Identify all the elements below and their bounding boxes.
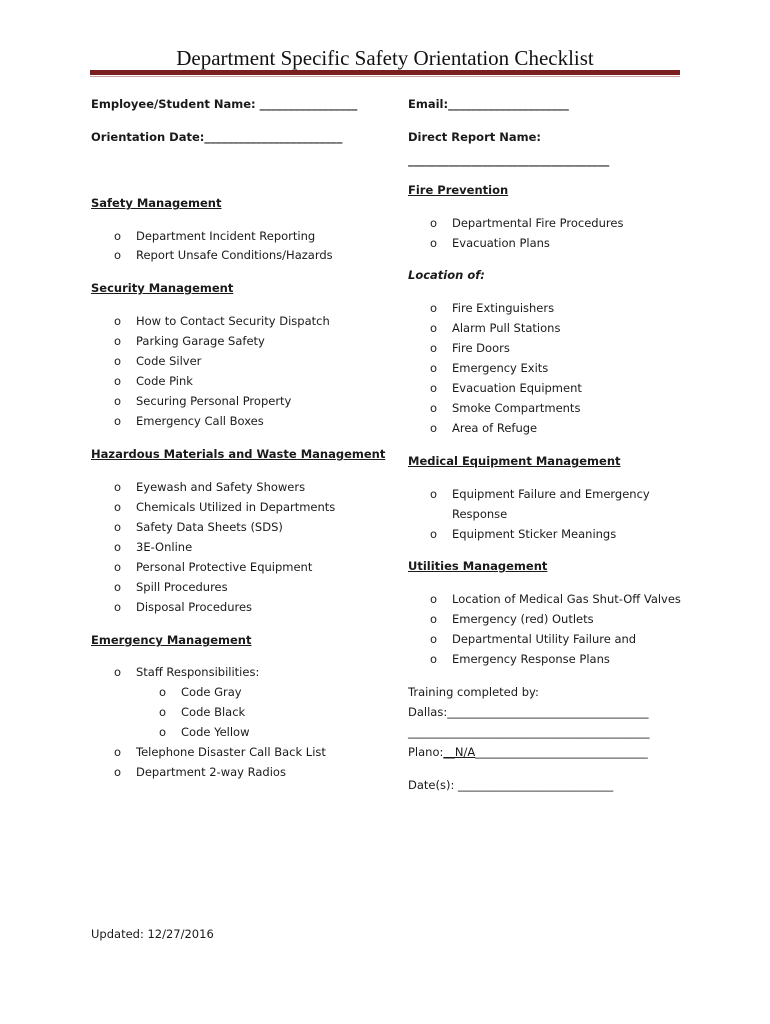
bullet-icon: o (114, 600, 122, 614)
bullet-icon: o (114, 374, 122, 388)
bullet-icon: o (114, 229, 122, 243)
employee-name-field[interactable]: Employee/Student Name: _________________ (91, 97, 358, 111)
bullet-icon: o (430, 321, 438, 335)
bullet-icon: o (430, 301, 438, 315)
bullet-icon: o (114, 334, 122, 348)
bullet-icon: o (430, 236, 438, 250)
bullet-icon: o (159, 705, 167, 719)
title-rule-shadow (90, 76, 680, 77)
bullet-icon: o (430, 381, 438, 395)
updated-footer: Updated: 12/27/2016 (91, 927, 214, 941)
fire-prevention-heading: Fire Prevention (408, 183, 509, 197)
bullet-icon: o (114, 765, 122, 779)
location-of-heading: Location of: (408, 268, 485, 282)
page-title: Department Specific Safety Orientation Checklist (176, 46, 594, 70)
bullet-icon: o (430, 341, 438, 355)
security-management-heading: Security Management (91, 281, 234, 295)
bullet-icon: o (114, 354, 122, 368)
bullet-icon: o (114, 480, 122, 494)
bullet-icon: o (114, 248, 122, 262)
bullet-icon: o (430, 632, 438, 646)
emergency-management-heading: Emergency Management (91, 633, 252, 647)
bullet-icon: o (430, 612, 438, 626)
bullet-icon: o (114, 520, 122, 534)
dates-field[interactable]: Date(s): ___________________________ (408, 778, 614, 792)
plano-value: __N/A (443, 745, 476, 759)
bullet-icon: o (159, 685, 167, 699)
direct-report-field[interactable]: ___________________________________ (408, 153, 610, 167)
dallas-field-line2[interactable]: __________________________________________ (408, 725, 650, 739)
email-field[interactable]: Email:_____________________ (408, 97, 569, 111)
bullet-icon: o (114, 580, 122, 594)
bullet-icon: o (114, 500, 122, 514)
bullet-icon: o (430, 361, 438, 375)
list-item-continuation: Response (452, 507, 508, 521)
bullet-icon: o (430, 401, 438, 415)
orientation-date-field[interactable]: Orientation Date:________________________ (91, 130, 343, 144)
plano-field[interactable] (408, 745, 648, 759)
bullet-icon: o (114, 665, 122, 679)
bullet-icon: o (430, 487, 438, 501)
bullet-icon: o (114, 745, 122, 759)
bullet-icon: o (430, 652, 438, 666)
medical-equipment-heading: Medical Equipment Management (408, 454, 621, 468)
hazmat-management-heading: Hazardous Materials and Waste Management (91, 447, 386, 461)
bullet-icon: o (114, 314, 122, 328)
bullet-icon: o (159, 725, 167, 739)
bullet-icon: o (430, 592, 438, 606)
bullet-icon: o (430, 216, 438, 230)
dallas-field[interactable]: Dallas:___________________________________ (408, 705, 649, 719)
bullet-icon: o (114, 394, 122, 408)
bullet-icon: o (430, 421, 438, 435)
bullet-icon: o (114, 414, 122, 428)
safety-management-heading: Safety Management (91, 196, 222, 210)
plano-line: ______________________________ (475, 745, 648, 759)
plano-label: Plano: (408, 745, 444, 759)
bullet-icon: o (114, 560, 122, 574)
bullet-icon: o (114, 540, 122, 554)
training-label: Training completed by: (408, 685, 539, 699)
utilities-management-heading: Utilities Management (408, 559, 548, 573)
bullet-icon: o (430, 527, 438, 541)
title-rule (90, 70, 680, 75)
direct-report-label: Direct Report Name: (408, 130, 542, 144)
